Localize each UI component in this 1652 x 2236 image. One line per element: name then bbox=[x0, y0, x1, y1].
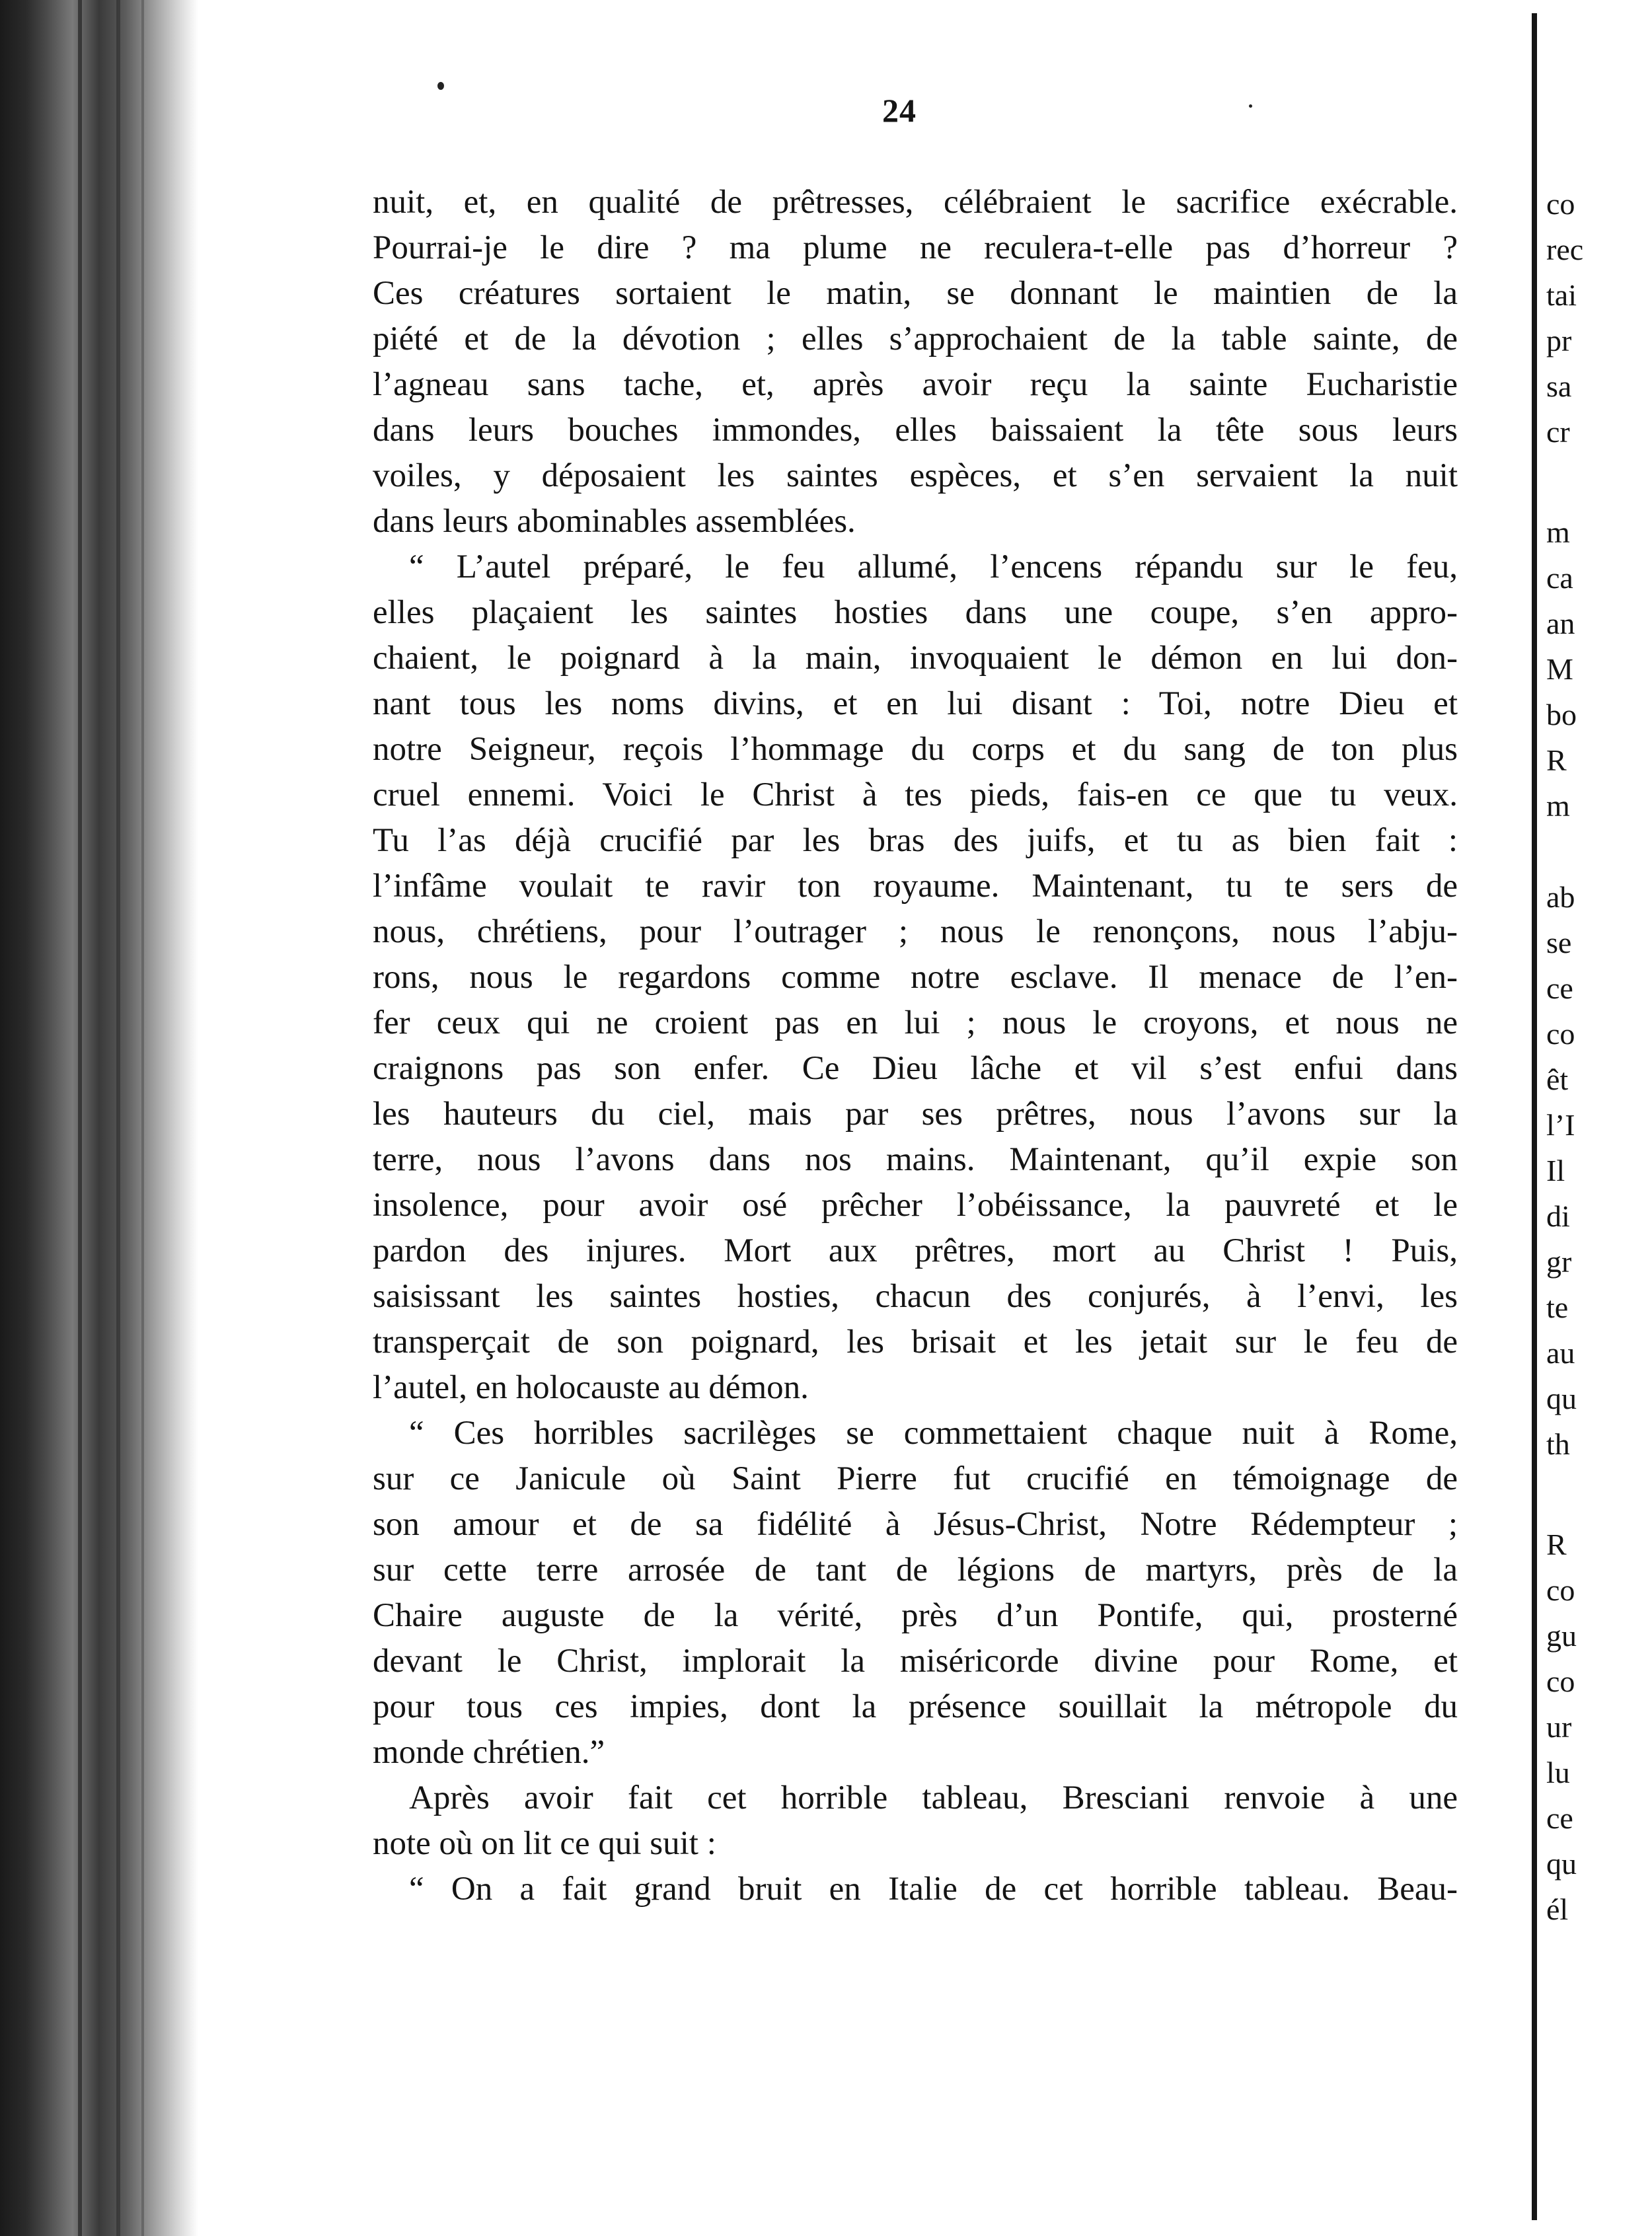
adjacent-page-word-fragment: R bbox=[1546, 1527, 1567, 1561]
adjacent-page-word-fragment: rec bbox=[1546, 233, 1584, 266]
adjacent-page-word-fragment: l’I bbox=[1546, 1107, 1575, 1142]
adjacent-page-word-fragment: gu bbox=[1546, 1618, 1577, 1653]
text-line: cruel ennemi. Voici le Christ à tes pieds, fais-en ce que tu veux. bbox=[373, 776, 1458, 813]
text-line: elles plaçaient les saintes hosties dans une coupe, s’en appro- bbox=[373, 594, 1458, 631]
page-number: 24 bbox=[882, 92, 917, 129]
text-line: nuit, et, en qualité de prêtresses, célébraient le sacrifice exécrable. bbox=[373, 184, 1458, 221]
adjacent-page-word-fragment: co bbox=[1546, 187, 1575, 221]
text-line: saisissant les saintes hosties, chacun des conjurés, à l’envi, les bbox=[373, 1278, 1458, 1315]
adjacent-page-word-fragment: cr bbox=[1546, 415, 1570, 449]
adjacent-page-word-fragment: êt bbox=[1546, 1062, 1569, 1096]
text-line: transperçait de son poignard, les brisait et les jetait sur le feu de bbox=[373, 1323, 1458, 1360]
body-text bbox=[373, 180, 1458, 1912]
adjacent-page-word-fragment: an bbox=[1546, 606, 1575, 640]
adjacent-page-word-fragment: ce bbox=[1546, 971, 1573, 1005]
text-line: Après avoir fait cet horrible tableau, Bresciani renvoie à une bbox=[409, 1779, 1458, 1816]
text-line: nous, chrétiens, pour l’outrager ; nous le renonçons, nous l’abju- bbox=[373, 913, 1458, 950]
text-line: rons, nous le regardons comme notre esclave. Il menace de l’en- bbox=[373, 959, 1458, 996]
adjacent-page-fragment bbox=[1537, 0, 1652, 2236]
adjacent-page-word-fragment: au bbox=[1546, 1335, 1575, 1370]
text-line: voiles, y déposaient les saintes espèces, et s’en servaient la nuit bbox=[373, 457, 1458, 494]
adjacent-page-word-fragment: ab bbox=[1546, 879, 1575, 914]
text-line: “ On a fait grand bruit en Italie de cet horrible tableau. Beau- bbox=[409, 1871, 1458, 1908]
adjacent-page-word-fragment: pr bbox=[1546, 324, 1572, 357]
text-line: dans leurs abominables assemblées. bbox=[373, 503, 856, 540]
adjacent-page-word-fragment: bo bbox=[1546, 697, 1577, 731]
text-line: “ L’autel préparé, le feu allumé, l’encens répandu sur le feu, bbox=[409, 548, 1458, 585]
adjacent-page-word-fragment: M bbox=[1546, 652, 1573, 686]
text-line: l’autel, en holocauste au démon. bbox=[373, 1369, 809, 1406]
text-line: terre, nous l’avons dans nos mains. Maintenant, qu’il expie son bbox=[373, 1141, 1458, 1178]
adjacent-page-word-fragment: R bbox=[1546, 743, 1567, 777]
adjacent-page-word-fragment: gr bbox=[1546, 1244, 1572, 1279]
adjacent-page-word-fragment: th bbox=[1546, 1427, 1570, 1461]
adjacent-page-word-fragment: co bbox=[1546, 1016, 1575, 1051]
ink-speck bbox=[437, 82, 444, 90]
adjacent-page-word-fragment: lu bbox=[1546, 1755, 1570, 1789]
text-line: Ces créatures sortaient le matin, se donnant le maintien de la bbox=[373, 275, 1458, 312]
text-line: “ Ces horribles sacrilèges se commettaient chaque nuit à Rome, bbox=[409, 1415, 1458, 1452]
text-line: l’agneau sans tache, et, après avoir reçu la sainte Eucharistie bbox=[373, 366, 1458, 403]
adjacent-page-word-fragment: m bbox=[1546, 515, 1570, 549]
adjacent-page-word-fragment: di bbox=[1546, 1199, 1570, 1233]
text-line: insolence, pour avoir osé prêcher l’obéissance, la pauvreté et le bbox=[373, 1187, 1458, 1224]
text-line: pardon des injures. Mort aux prêtres, mort au Christ ! Puis, bbox=[373, 1232, 1458, 1269]
text-line: Tu l’as déjà crucifié par les bras des juifs, et tu as bien fait : bbox=[373, 822, 1458, 859]
binding-shadow-stripe bbox=[116, 0, 120, 2236]
text-line: Chaire auguste de la vérité, près d’un Pontife, qui, prosterné bbox=[373, 1597, 1458, 1634]
binding-shadow-stripe bbox=[78, 0, 82, 2236]
text-line: nant tous les noms divins, et en lui disant : Toi, notre Dieu et bbox=[373, 685, 1458, 722]
adjacent-page-word-fragment: tai bbox=[1546, 278, 1577, 312]
text-line: devant le Christ, implorait la miséricorde divine pour Rome, et bbox=[373, 1643, 1458, 1680]
adjacent-page-word-fragment: te bbox=[1546, 1290, 1569, 1324]
adjacent-page-word-fragment: ca bbox=[1546, 560, 1573, 595]
adjacent-page-word-fragment: ce bbox=[1546, 1801, 1573, 1835]
book-binding-gutter bbox=[0, 0, 198, 2236]
text-line: note où on lit ce qui suit : bbox=[373, 1825, 716, 1862]
text-line: sur cette terre arrosée de tant de légions de martyrs, près de la bbox=[373, 1551, 1458, 1588]
adjacent-page-word-fragment: ur bbox=[1546, 1709, 1572, 1744]
text-line: piété et de la dévotion ; elles s’approchaient de la table sainte, de bbox=[373, 320, 1458, 357]
ink-speck bbox=[1249, 104, 1252, 108]
text-line: chaient, le poignard à la main, invoquaient le démon en lui don- bbox=[373, 640, 1458, 677]
adjacent-page-word-fragment: qu bbox=[1546, 1846, 1577, 1881]
text-line: notre Seigneur, reçois l’hommage du corps et du sang de ton plus bbox=[373, 731, 1458, 768]
adjacent-page-word-fragment: co bbox=[1546, 1664, 1575, 1698]
adjacent-page-word-fragment: Il bbox=[1546, 1153, 1565, 1187]
text-line: son amour et de sa fidélité à Jésus-Christ, Notre Rédempteur ; bbox=[373, 1506, 1458, 1543]
adjacent-page-word-fragment: sa bbox=[1546, 369, 1572, 403]
text-line: fer ceux qui ne croient pas en lui ; nous le croyons, et nous ne bbox=[373, 1004, 1458, 1041]
text-line: dans leurs bouches immondes, elles baissaient la tête sous leurs bbox=[373, 412, 1458, 449]
adjacent-page-word-fragment: m bbox=[1546, 788, 1570, 823]
page-edge-divider bbox=[1532, 13, 1537, 2220]
binding-shadow-stripe bbox=[141, 0, 144, 2236]
adjacent-page-word-fragment: él bbox=[1546, 1892, 1569, 1926]
text-line: monde chrétien.” bbox=[373, 1734, 605, 1771]
text-line: pour tous ces impies, dont la présence souillait la métropole du bbox=[373, 1688, 1458, 1725]
text-line: Pourrai-je le dire ? ma plume ne reculera-t-elle pas d’horreur ? bbox=[373, 229, 1458, 266]
text-line: craignons pas son enfer. Ce Dieu lâche et vil s’est enfui dans bbox=[373, 1050, 1458, 1087]
text-line: sur ce Janicule où Saint Pierre fut crucifié en témoignage de bbox=[373, 1460, 1458, 1497]
text-line: l’infâme voulait te ravir ton royaume. Maintenant, tu te sers de bbox=[373, 868, 1458, 905]
adjacent-page-word-fragment: se bbox=[1546, 925, 1572, 959]
text-line: les hauteurs du ciel, mais par ses prêtres, nous l’avons sur la bbox=[373, 1096, 1458, 1133]
adjacent-page-word-fragment: qu bbox=[1546, 1381, 1577, 1415]
adjacent-page-word-fragment: co bbox=[1546, 1573, 1575, 1607]
